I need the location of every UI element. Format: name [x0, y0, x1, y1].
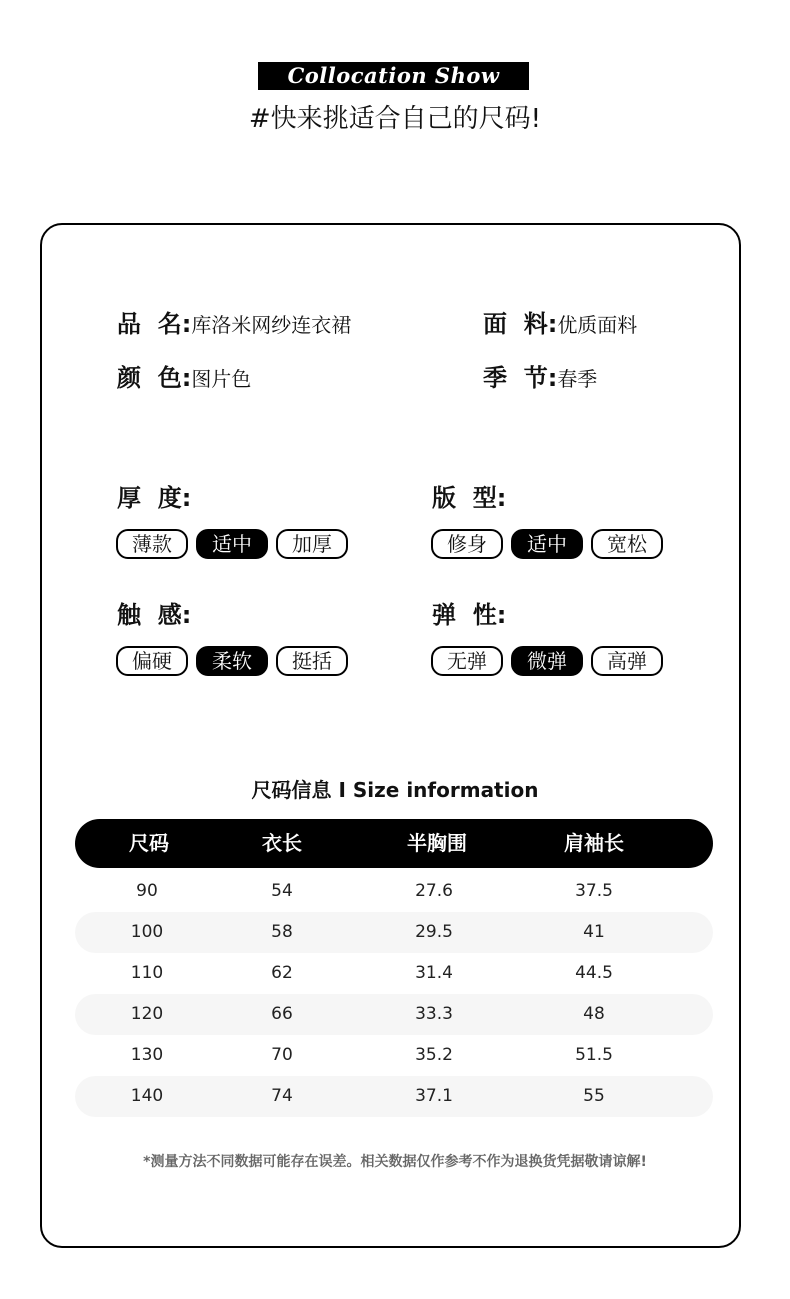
table-cell: 41	[583, 922, 605, 942]
option-chip-selected: 柔软	[196, 646, 268, 676]
table-cell: 55	[583, 1086, 605, 1106]
collocation-show-banner: Collocation Show	[258, 62, 529, 90]
info-value: 优质面料	[557, 313, 638, 337]
option-chip: 无弹	[431, 646, 503, 676]
table-row	[75, 994, 713, 1035]
info-value: 春季	[557, 367, 598, 391]
table-row	[75, 871, 713, 912]
table-cell: 74	[271, 1086, 293, 1106]
table-cell: 62	[271, 963, 293, 983]
table-cell: 51.5	[575, 1045, 613, 1065]
attr-label-thickness: 厚 度:	[117, 484, 192, 512]
attr-label-touch: 触 感:	[117, 601, 192, 629]
table-cell: 130	[130, 1045, 164, 1065]
option-chip: 修身	[431, 529, 503, 559]
info-season	[483, 364, 597, 393]
table-cell: 90	[136, 881, 158, 901]
table-cell: 120	[130, 1004, 164, 1024]
fit-options	[431, 529, 663, 559]
header-cell: 尺码	[129, 831, 169, 855]
table-cell: 66	[271, 1004, 293, 1024]
info-label: 品 名:	[117, 310, 192, 338]
option-chip-selected: 微弹	[511, 646, 583, 676]
info-label: 季 节:	[483, 364, 558, 392]
info-color	[117, 364, 251, 393]
option-chip: 宽松	[591, 529, 663, 559]
table-cell: 140	[130, 1086, 164, 1106]
table-row	[75, 912, 713, 953]
measurement-note: *测量方法不同数据可能存在误差。相关数据仅作参考不作为退换货凭据敬请谅解!	[143, 1154, 647, 1170]
info-fabric	[483, 310, 637, 339]
option-chip-selected: 适中	[196, 529, 268, 559]
info-label: 颜 色:	[117, 364, 192, 392]
page-subtitle: #快来挑适合自己的尺码!	[248, 104, 542, 134]
attr-label-fit: 版 型:	[432, 484, 507, 512]
table-cell: 110	[130, 963, 164, 983]
table-cell: 54	[271, 881, 293, 901]
header-cell: 肩袖长	[564, 831, 624, 855]
header-cell: 衣长	[262, 831, 302, 855]
header-cell: 半胸围	[407, 831, 467, 855]
elasticity-options	[431, 646, 663, 676]
table-cell: 31.4	[415, 963, 453, 983]
table-cell: 58	[271, 922, 293, 942]
info-value: 库洛米网纱连衣裙	[191, 313, 352, 337]
size-table-title: 尺码信息 I Size information	[251, 778, 539, 802]
info-value: 图片色	[191, 367, 252, 391]
option-chip: 加厚	[276, 529, 348, 559]
table-row	[75, 1035, 713, 1076]
table-cell: 44.5	[575, 963, 613, 983]
option-chip-selected: 适中	[511, 529, 583, 559]
table-cell: 37.5	[575, 881, 613, 901]
table-row	[75, 1076, 713, 1117]
info-product-name	[117, 310, 351, 339]
option-chip: 薄款	[116, 529, 188, 559]
thickness-options	[116, 529, 348, 559]
table-cell: 27.6	[415, 881, 453, 901]
touch-options	[116, 646, 348, 676]
option-chip: 高弹	[591, 646, 663, 676]
size-table-header	[75, 819, 713, 868]
option-chip: 挺括	[276, 646, 348, 676]
table-cell: 33.3	[415, 1004, 453, 1024]
table-cell: 70	[271, 1045, 293, 1065]
table-cell: 29.5	[415, 922, 453, 942]
table-cell: 48	[583, 1004, 605, 1024]
table-cell: 35.2	[415, 1045, 453, 1065]
table-cell: 37.1	[415, 1086, 453, 1106]
info-label: 面 料:	[483, 310, 558, 338]
attr-label-elasticity: 弹 性:	[432, 601, 507, 629]
table-row	[75, 953, 713, 994]
table-cell: 100	[130, 922, 164, 942]
option-chip: 偏硬	[116, 646, 188, 676]
